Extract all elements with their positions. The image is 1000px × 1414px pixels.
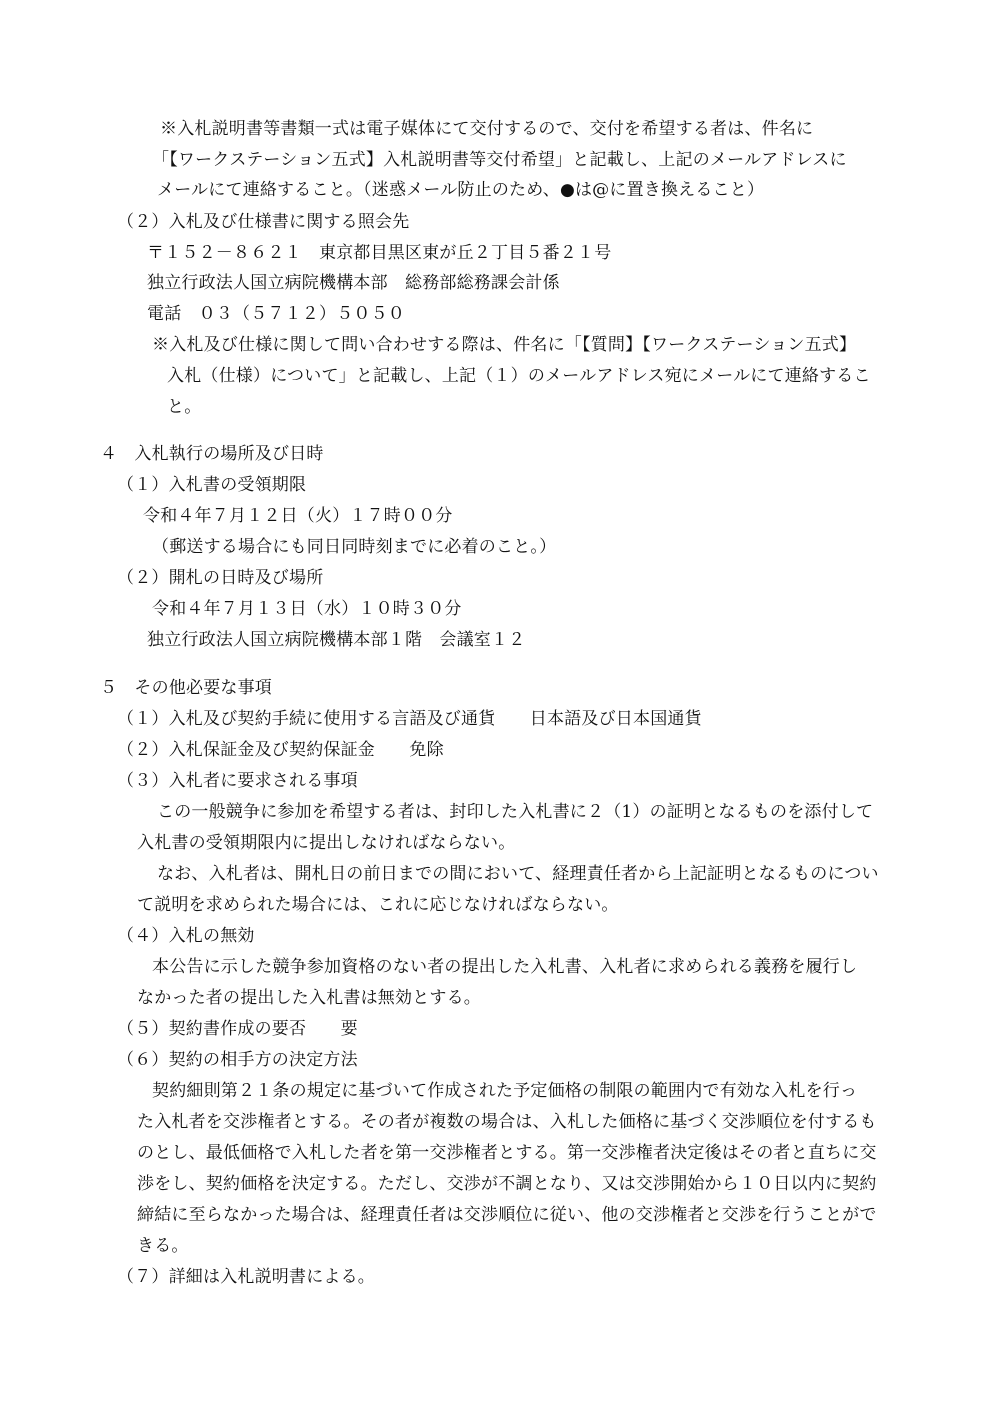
text-line: 独立行政法人国立病院機構本部 総務部総務課会計係 [147,273,560,293]
text-line: 「【ワークステーション五式】入札説明書等交付希望」と記載し、上記のメールアドレスに [152,150,847,170]
text-line: （郵送する場合にも同日同時刻までに必着のこと。） [152,537,557,557]
text-line: のとし、最低価格で入札した者を第一交渉権者とする。第一交渉権者決定後はその者と直ちに交 [137,1143,877,1163]
text-line: 渉をし、契約価格を決定する。ただし、交渉が不調となり、又は交渉開始から１０日以内に契約 [137,1174,877,1194]
text-line: 独立行政法人国立病院機構本部１階 会議室１２ [147,630,526,650]
text-line: 本公告に示した競争参加資格のない者の提出した入札書、入札者に求められる義務を履行し [152,957,858,977]
subsection-heading: （１）入札書の受領期限 [117,475,307,495]
text-line: 入札（仕様）について」と記載し、上記（１）のメールアドレス宛にメールにて連絡するこ [167,366,871,386]
text-line: なかった者の提出した入札書は無効とする。 [137,988,481,1008]
text-line: て説明を求められた場合には、これに応じなければならない。 [137,895,619,915]
text-line: 令和４年７月１３日（水）１０時３０分 [152,599,462,619]
subsection-heading: （２）開札の日時及び場所 [117,568,324,588]
text-line: 〒１５２－８６２１ 東京都目黒区東が丘２丁目５番２１号 [147,243,612,263]
text-line: メールにて連絡すること。（迷惑メール防止のため、●は@に置き換えること） [157,180,765,200]
subsection-heading: （２）入札保証金及び契約保証金 免除 [117,740,444,760]
text-line: ※入札説明書等書類一式は電子媒体にて交付するので、交付を希望する者は、件名に [160,119,814,139]
text-line: と。 [167,397,202,417]
text-line: 契約細則第２１条の規定に基づいて作成された予定価格の制限の範囲内で有効な入札を行っ [152,1081,858,1101]
text-line: 電話 ０３（５７１２）５０５０ [147,304,405,324]
text-line: 令和４年７月１２日（火）１７時００分 [143,506,453,526]
subsection-heading: （７）詳細は入札説明書による。 [117,1267,375,1287]
subsection-heading: （１）入札及び契約手続に使用する言語及び通貨 日本語及び日本国通貨 [117,709,702,729]
subsection-heading: （４）入札の無効 [117,926,255,946]
subsection-heading: （５）契約書作成の要否 要 [117,1019,358,1039]
text-line: た入札者を交渉権者とする。その者が複数の場合は、入札した価格に基づく交渉順位を付するも [137,1112,877,1132]
text-line: きる。 [137,1236,189,1256]
subsection-heading: （３）入札者に要求される事項 [117,771,358,791]
text-line: ※入札及び仕様に関して問い合わせする際は、件名に「【質問】【ワークステーション五式】 [152,335,857,355]
text-line: 入札書の受領期限内に提出しなければならない。 [137,833,516,853]
section-heading: ４ 入札執行の場所及び日時 [100,444,324,464]
section-heading: （２）入札及び仕様書に関する照会先 [117,212,410,232]
text-line: この一般競争に参加を希望する者は、封印した入札書に２（1）の証明となるものを添付して [157,802,874,822]
text-line: 締結に至らなかった場合は、経理責任者は交渉順位に従い、他の交渉権者と交渉を行うことがで [137,1205,877,1225]
subsection-heading: （６）契約の相手方の決定方法 [117,1050,358,1070]
section-heading: ５ その他必要な事項 [100,678,272,698]
text-line: なお、入札者は、開札日の前日までの間において、経理責任者から上記証明となるものについ [157,864,879,884]
